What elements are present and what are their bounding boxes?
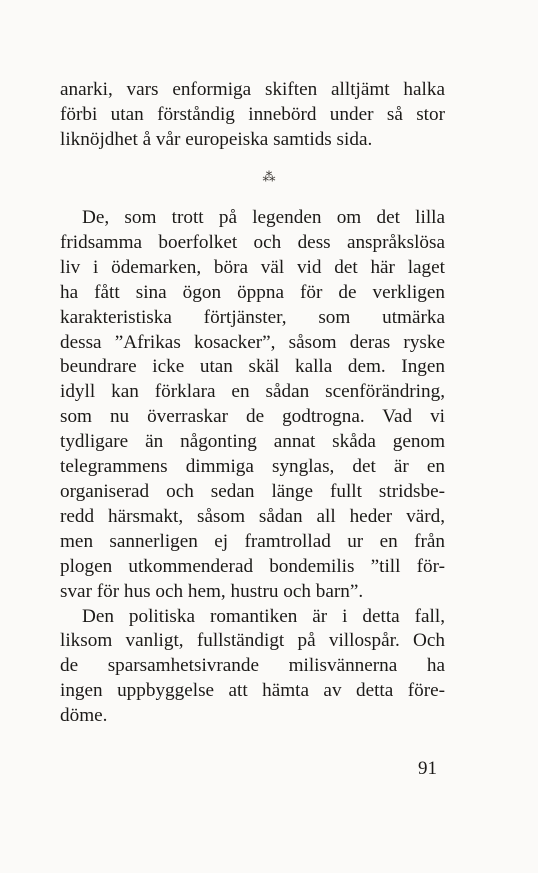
text-line: dessa ”Afrikas kosacker”, såsom deras ryske: [60, 331, 445, 353]
text-line: De, som trott på legenden om det lilla: [82, 207, 445, 228]
text-line: idyll kan förklara en sådan scenförändring,: [60, 381, 445, 403]
text-line: men sannerligen ej framtrollad ur en från: [60, 530, 445, 552]
text-line: döme.: [60, 705, 108, 727]
text-line: liv i ödemarken, böra väl vid det här laget: [60, 256, 445, 278]
text-line: som nu överraskar de godtrogna. Vad vi: [60, 406, 445, 428]
text-line: plogen utkommenderad bondemilis ”till för-: [60, 555, 445, 577]
text-line: telegrammens dimmiga synglas, det är en: [60, 456, 445, 478]
text-line: ha fått sina ögon öppna för de verkligen: [60, 281, 445, 303]
text-line: karakteristiska förtjänster, som utmärka: [60, 306, 445, 328]
text-line: förbi utan förståndig innebörd under så stor: [60, 103, 445, 125]
section-ornament: ⁂: [262, 169, 276, 184]
text-line: Den politiska romantiken är i detta fall,: [82, 605, 445, 627]
text-line: liknöjdhet å vår europeiska samtids sida.: [60, 128, 373, 150]
text-line: liksom vanligt, fullständigt på villospår. Och: [60, 630, 445, 652]
paragraph-continued: [60, 78, 445, 153]
text-line: fridsamma boerfolket och dess anspråkslösa: [60, 231, 445, 253]
text-line: svar för hus och hem, hustru och barn”.: [60, 580, 364, 602]
text-line: anarki, vars enformiga skiften alltjämt halka: [60, 79, 445, 100]
text-line: beundrare icke utan skäl kalla dem. Ingen: [60, 356, 445, 378]
body-paragraphs: [60, 206, 445, 729]
text-line: organiserad och sedan länge fullt stridsbe-: [60, 480, 445, 502]
text-line: de sparsamhetsivrande milisvännerna ha: [60, 655, 445, 677]
text-line: tydligare än någonting annat skåda genom: [60, 431, 445, 453]
page-number: 91: [418, 758, 437, 779]
text-line: ingen uppbyggelse att hämta av detta före-: [60, 680, 445, 702]
text-line: redd härsmakt, såsom sådan all heder värd,: [60, 505, 445, 527]
